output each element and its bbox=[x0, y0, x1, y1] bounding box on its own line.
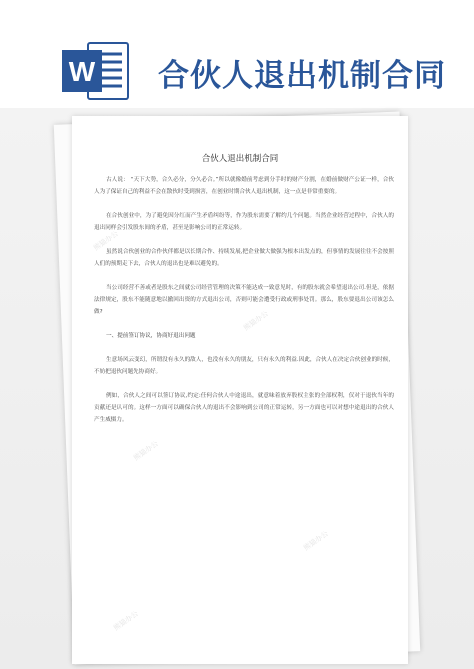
paragraph-negotiate: 生意场风云变幻，所谓没有永久的敌人，也没有永久的朋友，只有永久的利益.因此，合伙人在决定合伙创业的时候，不妨把退伙问题先协商好。 bbox=[94, 357, 394, 375]
paragraph-intro: 古人说： “天下大势，合久必分，分久必合。”所以就像婚前考虑到分手时的财产分割，在婚前做财产公证一样，合伙人为了保证自己的利益不会在散伙时受到损害，在创业时期合伙人退出机制，这一点是非常重要的。 bbox=[94, 177, 394, 195]
document-title: 合伙人退出机制合同 bbox=[201, 154, 279, 164]
paragraph-exit-law: 当公司经营不善或者是股东之间就公司经营管理的决策不能达成一致意见时，有的股东就会希望退出公司.但是，依据法律规定，股东不能随意地以撤回出资的方式退出公司，否则可能会遭受行政或刑事处罚。那么，股东要退出公司该怎么做? bbox=[94, 285, 394, 315]
paragraph-partnership: 虽然说合伙创业的合作伙伴都是以长期合作、持续发展,把企业做大做强为根本出发点的，但事情的发展往往不会按照人们的预期走下去，合伙人的退出也是难以避免的。 bbox=[94, 249, 394, 267]
watermark-text: 熊猫办公 bbox=[112, 609, 140, 633]
word-icon bbox=[62, 40, 130, 102]
document-body bbox=[94, 174, 394, 438]
watermark-text: 熊猫办公 bbox=[132, 439, 160, 463]
header bbox=[0, 0, 474, 115]
paragraph-example: 例如，合伙人之间可以签订协议,约定:任何合伙人中途退出，就意味着放弃股权主张的全部权利，仅对于退伙当年的贡献还是认可的。这样一方面可以确保合伙人的退出不会影响到公司的正常运转，另一方面也可以对想中途退出的合伙人产生威慑力。 bbox=[94, 393, 394, 423]
page-title: 合伙人退出机制合同 bbox=[158, 58, 446, 94]
document-page bbox=[72, 116, 408, 664]
section-heading-1: 一、提前签订协议，协商好退出问题 bbox=[106, 333, 196, 339]
watermark-text: 熊猫办公 bbox=[302, 529, 330, 553]
watermark-text: 熊猫办公 bbox=[242, 309, 270, 333]
paragraph-disputes: 在合伙创业中，为了避免因分红而产生矛盾纠纷等，作为股东需要了解约几个问题。当然企业经营过程中，合伙人的退出同样会引发股东间的矛盾，甚至是影响公司的正常运转。 bbox=[94, 213, 394, 231]
watermark-text: 熊猫办公 bbox=[92, 229, 120, 253]
word-icon-letter: W bbox=[68, 56, 96, 87]
